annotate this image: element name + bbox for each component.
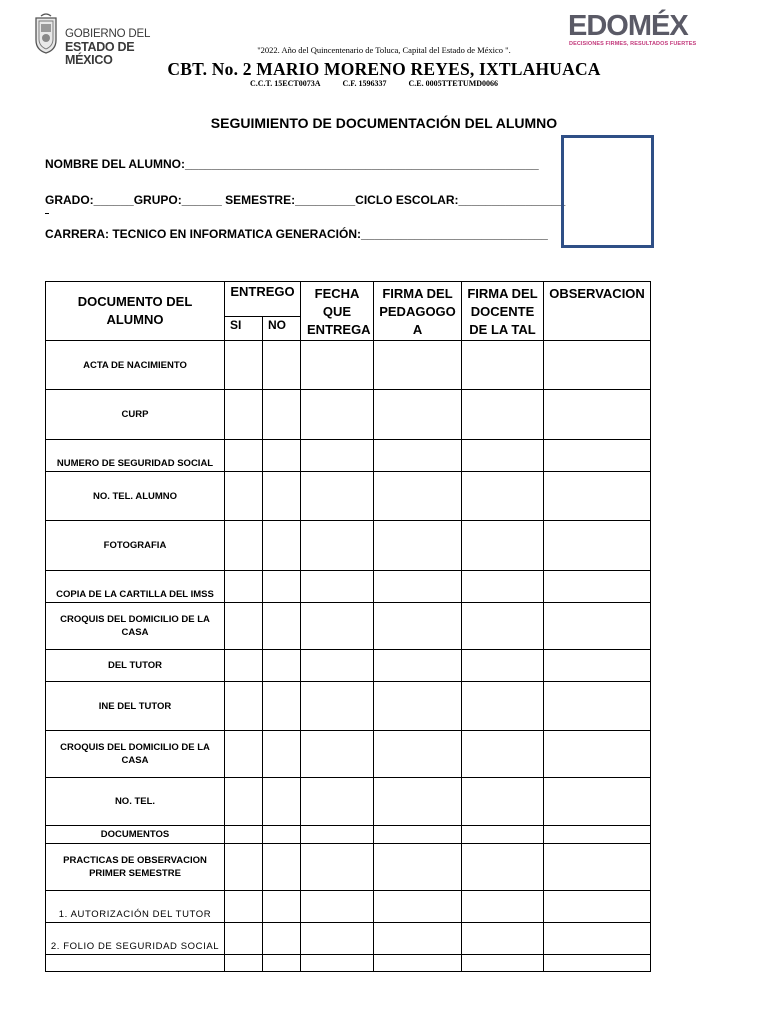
table-row bbox=[46, 891, 651, 923]
docente-sign-cell[interactable] bbox=[462, 891, 544, 923]
header-firma-docente: FIRMA DEL DOCENTE DE LA TAL bbox=[462, 282, 544, 341]
no-cell[interactable] bbox=[263, 891, 301, 923]
stray-mark bbox=[45, 213, 49, 214]
pedagogo-sign-cell[interactable] bbox=[374, 571, 462, 603]
table-row bbox=[46, 844, 651, 891]
row-label: ACTA DE NACIMIENTO bbox=[46, 341, 225, 390]
school-name: CBT. No. 2 MARIO MORENO REYES, IXTLAHUACA bbox=[167, 59, 601, 79]
table-row bbox=[46, 472, 651, 521]
date-cell[interactable] bbox=[301, 472, 374, 521]
table-row bbox=[46, 603, 651, 650]
observation-cell[interactable] bbox=[544, 472, 651, 521]
observation-cell[interactable] bbox=[544, 923, 651, 955]
header-si: SI bbox=[225, 317, 263, 341]
no-cell[interactable] bbox=[263, 390, 301, 440]
observation-cell[interactable] bbox=[544, 521, 651, 571]
pedagogo-sign-cell[interactable] bbox=[374, 682, 462, 731]
si-cell[interactable] bbox=[225, 955, 263, 972]
row-label: NUMERO DE SEGURIDAD SOCIAL bbox=[46, 440, 225, 472]
date-cell[interactable] bbox=[301, 826, 374, 844]
si-cell[interactable] bbox=[225, 390, 263, 440]
row-label: NO. TEL. ALUMNO bbox=[46, 472, 225, 521]
date-cell[interactable] bbox=[301, 891, 374, 923]
no-cell[interactable] bbox=[263, 440, 301, 472]
docente-sign-cell[interactable] bbox=[462, 440, 544, 472]
pedagogo-sign-cell[interactable] bbox=[374, 650, 462, 682]
row-label: CROQUIS DEL DOMICILIO DE LA CASA bbox=[46, 731, 225, 778]
date-cell[interactable] bbox=[301, 731, 374, 778]
pedagogo-sign-cell[interactable] bbox=[374, 731, 462, 778]
ce-code: C.E. 0005TTETUMD0066 bbox=[408, 79, 499, 88]
date-cell[interactable] bbox=[301, 603, 374, 650]
gov-logo-line2: ESTADO DE MÉXICO bbox=[65, 40, 135, 67]
row-label: DOCUMENTOS bbox=[46, 826, 225, 844]
row-label: CURP bbox=[46, 390, 225, 440]
student-name-field[interactable]: NOMBRE DEL ALUMNO:_____________________________________________________ bbox=[45, 157, 539, 171]
date-cell[interactable] bbox=[301, 844, 374, 891]
observation-cell[interactable] bbox=[544, 778, 651, 826]
no-cell[interactable] bbox=[263, 826, 301, 844]
grade-group-semester-field[interactable]: GRADO:______GRUPO:______ SEMESTRE:_________CICLO ESCOLAR:________________ bbox=[45, 193, 566, 207]
no-cell[interactable] bbox=[263, 731, 301, 778]
si-cell[interactable] bbox=[225, 521, 263, 571]
pedagogo-sign-cell[interactable] bbox=[374, 955, 462, 972]
observation-cell[interactable] bbox=[544, 844, 651, 891]
docente-sign-cell[interactable] bbox=[462, 472, 544, 521]
observation-cell[interactable] bbox=[544, 955, 651, 972]
si-cell[interactable] bbox=[225, 731, 263, 778]
docente-sign-cell[interactable] bbox=[462, 521, 544, 571]
edomex-tagline: DECISIONES FIRMES, RESULTADOS FUERTES bbox=[569, 41, 697, 47]
no-cell[interactable] bbox=[263, 571, 301, 603]
pedagogo-sign-cell[interactable] bbox=[374, 390, 462, 440]
docente-sign-cell[interactable] bbox=[462, 955, 544, 972]
pedagogo-sign-cell[interactable] bbox=[374, 923, 462, 955]
row-label: PRACTICAS DE OBSERVACION PRIMER SEMESTRE bbox=[46, 844, 225, 891]
no-cell[interactable] bbox=[263, 923, 301, 955]
header-no: NO bbox=[263, 317, 301, 341]
no-cell[interactable] bbox=[263, 844, 301, 891]
observation-cell[interactable] bbox=[544, 571, 651, 603]
table-row bbox=[46, 650, 651, 682]
pedagogo-sign-cell[interactable] bbox=[374, 778, 462, 826]
edomex-wordmark: EDOMÉX bbox=[568, 10, 688, 42]
date-cell[interactable] bbox=[301, 440, 374, 472]
si-cell[interactable] bbox=[225, 826, 263, 844]
no-cell[interactable] bbox=[263, 603, 301, 650]
date-cell[interactable] bbox=[301, 571, 374, 603]
pedagogo-sign-cell[interactable] bbox=[374, 891, 462, 923]
cct-code: C.C.T. 15ECT0073A bbox=[250, 79, 321, 88]
table-row bbox=[46, 923, 651, 955]
documents-table bbox=[45, 281, 651, 972]
docente-sign-cell[interactable] bbox=[462, 571, 544, 603]
row-label: INE DEL TUTOR bbox=[46, 682, 225, 731]
table-row bbox=[46, 521, 651, 571]
table-row bbox=[46, 390, 651, 440]
header-firma-pedagogo: FIRMA DEL PEDAGOGO A bbox=[374, 282, 462, 341]
docente-sign-cell[interactable] bbox=[462, 844, 544, 891]
pedagogo-sign-cell[interactable] bbox=[374, 521, 462, 571]
docente-sign-cell[interactable] bbox=[462, 923, 544, 955]
si-cell[interactable] bbox=[225, 891, 263, 923]
gov-logo-line1: GOBIERNO DEL bbox=[65, 28, 151, 40]
date-cell[interactable] bbox=[301, 390, 374, 440]
date-cell[interactable] bbox=[301, 521, 374, 571]
header-observacion: OBSERVACION bbox=[544, 282, 651, 341]
no-cell[interactable] bbox=[263, 472, 301, 521]
no-cell[interactable] bbox=[263, 521, 301, 571]
observation-cell[interactable] bbox=[544, 891, 651, 923]
date-cell[interactable] bbox=[301, 778, 374, 826]
no-cell[interactable] bbox=[263, 650, 301, 682]
row-label: FOTOGRAFIA bbox=[46, 521, 225, 571]
docente-sign-cell[interactable] bbox=[462, 603, 544, 650]
row-label: COPIA DE LA CARTILLA DEL IMSS bbox=[46, 571, 225, 603]
table-row bbox=[46, 731, 651, 778]
row-label: DEL TUTOR bbox=[46, 650, 225, 682]
table-row bbox=[46, 682, 651, 731]
pedagogo-sign-cell[interactable] bbox=[374, 440, 462, 472]
si-cell[interactable] bbox=[225, 844, 263, 891]
si-cell[interactable] bbox=[225, 341, 263, 390]
no-cell[interactable] bbox=[263, 955, 301, 972]
pedagogo-sign-cell[interactable] bbox=[374, 844, 462, 891]
date-cell[interactable] bbox=[301, 650, 374, 682]
docente-sign-cell[interactable] bbox=[462, 826, 544, 844]
table-row bbox=[46, 826, 651, 844]
cf-code: C.F. 1596337 bbox=[342, 79, 387, 88]
table-row bbox=[46, 341, 651, 390]
docente-sign-cell[interactable] bbox=[462, 650, 544, 682]
table-row bbox=[46, 571, 651, 603]
pedagogo-sign-cell[interactable] bbox=[374, 341, 462, 390]
year-motto: "2022. Año del Quincentenario de Toluca, Capital del Estado de México ". bbox=[257, 45, 511, 55]
si-cell[interactable] bbox=[225, 923, 263, 955]
photo-placeholder bbox=[561, 135, 654, 248]
date-cell[interactable] bbox=[301, 682, 374, 731]
row-label: 1. AUTORIZACIÓN DEL TUTOR bbox=[46, 891, 225, 923]
table-row bbox=[46, 440, 651, 472]
si-cell[interactable] bbox=[225, 472, 263, 521]
header-entrego: ENTREGO bbox=[225, 282, 301, 317]
observation-cell[interactable] bbox=[544, 826, 651, 844]
observation-cell[interactable] bbox=[544, 731, 651, 778]
no-cell[interactable] bbox=[263, 341, 301, 390]
date-cell[interactable] bbox=[301, 923, 374, 955]
no-cell[interactable] bbox=[263, 682, 301, 731]
pedagogo-sign-cell[interactable] bbox=[374, 826, 462, 844]
table-row bbox=[46, 955, 651, 972]
header-fecha: FECHA QUE ENTREGA bbox=[301, 282, 374, 341]
row-label bbox=[46, 955, 225, 972]
no-cell[interactable] bbox=[263, 778, 301, 826]
observation-cell[interactable] bbox=[544, 440, 651, 472]
observation-cell[interactable] bbox=[544, 390, 651, 440]
si-cell[interactable] bbox=[225, 440, 263, 472]
row-label: NO. TEL. bbox=[46, 778, 225, 826]
observation-cell[interactable] bbox=[544, 341, 651, 390]
career-generation-field[interactable]: CARRERA: TECNICO EN INFORMATICA GENERACIÓN:____________________________ bbox=[45, 227, 548, 241]
si-cell[interactable] bbox=[225, 571, 263, 603]
docente-sign-cell[interactable] bbox=[462, 390, 544, 440]
docente-sign-cell[interactable] bbox=[462, 731, 544, 778]
date-cell[interactable] bbox=[301, 341, 374, 390]
pedagogo-sign-cell[interactable] bbox=[374, 603, 462, 650]
si-cell[interactable] bbox=[225, 682, 263, 731]
school-codes bbox=[250, 79, 518, 88]
table-row bbox=[46, 778, 651, 826]
docente-sign-cell[interactable] bbox=[462, 341, 544, 390]
si-cell[interactable] bbox=[225, 650, 263, 682]
si-cell[interactable] bbox=[225, 603, 263, 650]
row-label: 2. FOLIO DE SEGURIDAD SOCIAL bbox=[46, 923, 225, 955]
observation-cell[interactable] bbox=[544, 682, 651, 731]
date-cell[interactable] bbox=[301, 955, 374, 972]
docente-sign-cell[interactable] bbox=[462, 778, 544, 826]
observation-cell[interactable] bbox=[544, 650, 651, 682]
form-title: SEGUIMIENTO DE DOCUMENTACIÓN DEL ALUMNO bbox=[210, 115, 558, 131]
row-label: CROQUIS DEL DOMICILIO DE LA CASA bbox=[46, 603, 225, 650]
observation-cell[interactable] bbox=[544, 603, 651, 650]
header-documento: DOCUMENTO DEL ALUMNO bbox=[46, 282, 225, 341]
pedagogo-sign-cell[interactable] bbox=[374, 472, 462, 521]
docente-sign-cell[interactable] bbox=[462, 682, 544, 731]
si-cell[interactable] bbox=[225, 778, 263, 826]
